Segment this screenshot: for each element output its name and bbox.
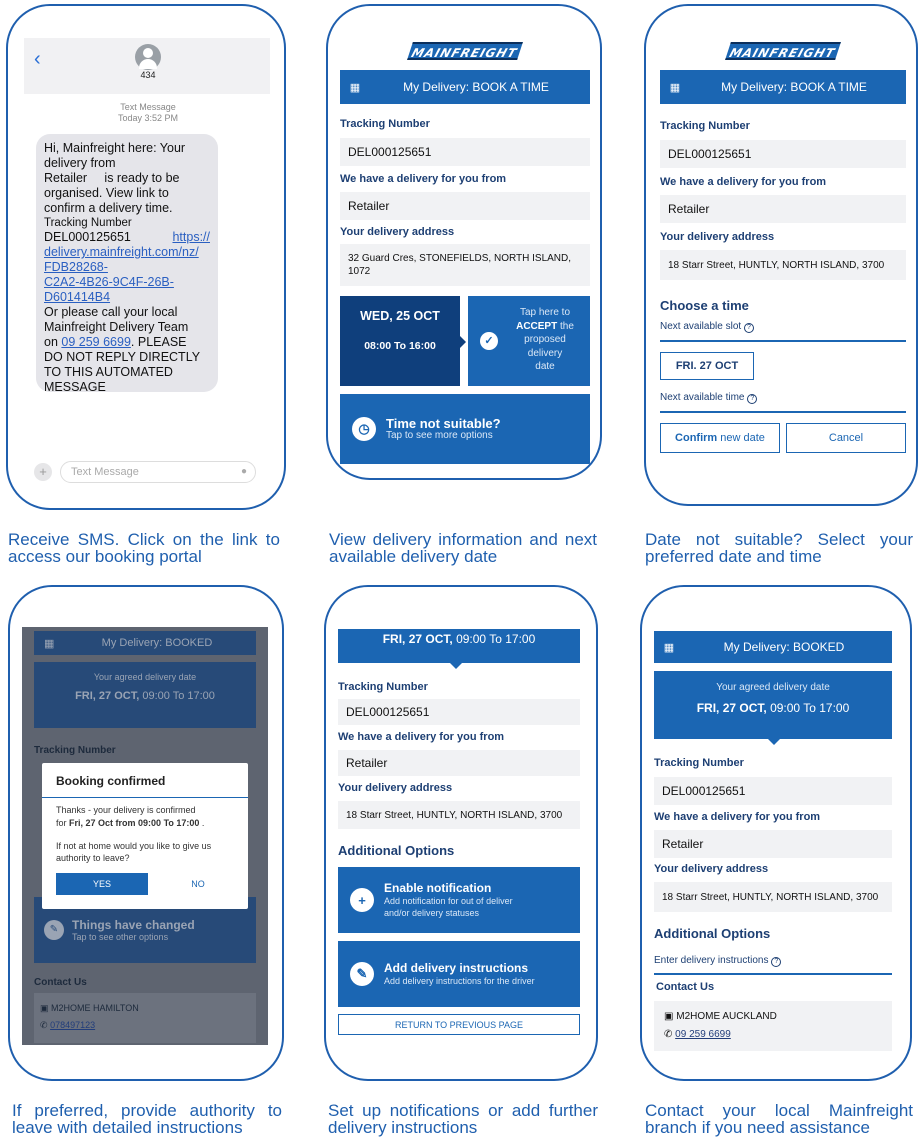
page-header-bar: ▦ My Delivery: BOOKED (34, 631, 256, 655)
additional-options-heading: Additional Options (338, 843, 455, 858)
yes-button[interactable]: YES (56, 873, 148, 895)
instructions-link[interactable]: Enter delivery instructions ? (654, 955, 781, 967)
no-button[interactable]: NO (191, 879, 205, 889)
confirm-button[interactable]: Confirm new date (660, 423, 780, 453)
retailer-field: Retailer (338, 750, 580, 776)
from-label: We have a delivery for you from (338, 731, 505, 743)
address-label: Your delivery address (340, 226, 455, 238)
person-edit-icon: ✎ (350, 962, 374, 986)
branch-card: ▣ M2HOME HAMILTON ✆ 078497123 (34, 993, 256, 1043)
sms-sender: 434 (140, 70, 156, 80)
modal-title: Booking confirmed (56, 774, 166, 788)
branch-phone-link[interactable]: 078497123 (50, 1020, 96, 1030)
from-label: We have a delivery for you from (654, 811, 821, 823)
booked-banner: FRI, 27 OCT, 09:00 To 17:00 (338, 629, 580, 663)
mainfreight-logo: MAINFREIGHT (407, 42, 523, 60)
next-slot-label: Next available slot ? (660, 321, 754, 333)
retailer-field: Retailer (660, 195, 906, 223)
from-label: We have a delivery for you from (660, 176, 827, 188)
grid-icon: ▦ (663, 641, 675, 654)
check-icon: ✓ (480, 332, 498, 350)
things-changed-button[interactable]: ✎ Things have changed Tap to see other options (34, 897, 256, 963)
agreed-date-card: Your agreed delivery date FRI, 27 OCT, 09:00 To 17:00 (654, 671, 892, 739)
sms-link[interactable]: C2A2-4B26-9C4F-26B- (44, 275, 174, 290)
avatar[interactable] (135, 44, 161, 70)
choose-time-heading: Choose a time (660, 298, 749, 313)
sms-meta: Text Message (120, 102, 176, 112)
booking-confirmed-modal: Booking confirmed Thanks - your delivery is confirmed for Fri, 27 Oct from 09:00 To 17:00 . If not at home would you like to give us authority to leave? YES NO (42, 763, 248, 909)
page-header-bar: ▦ My Delivery: BOOKED (654, 631, 892, 663)
tracking-label: Tracking Number (338, 681, 428, 693)
clock-icon: ◷ (352, 417, 376, 441)
phone-contact (640, 585, 912, 1081)
tracking-label: Tracking Number (654, 757, 744, 769)
address-field: 18 Starr Street, HUNTLY, NORTH ISLAND, 3700 (338, 801, 580, 829)
sms-link[interactable]: https:// (172, 230, 210, 245)
mainfreight-logo: MAINFREIGHT (725, 42, 841, 60)
tracking-label: Tracking Number (34, 745, 116, 756)
sms-link[interactable]: FDB28268- (44, 260, 108, 275)
address-field: 18 Starr Street, HUNTLY, NORTH ISLAND, 3700 (654, 882, 892, 912)
phone-book (326, 4, 602, 480)
help-icon[interactable]: ? (747, 394, 757, 404)
caption-5: Set up notifications or add further delivery instructions (328, 1101, 598, 1137)
phone-sms (6, 4, 286, 510)
tracking-field: DEL000125651 (660, 140, 906, 168)
chat-plus-icon: + (350, 888, 374, 912)
tracking-field: DEL000125651 (654, 777, 892, 805)
retailer-field: Retailer (654, 830, 892, 858)
address-field: 18 Starr Street, HUNTLY, NORTH ISLAND, 3700 (660, 250, 906, 280)
address-label: Your delivery address (654, 863, 769, 875)
enable-notification-button[interactable]: + Enable notification Add notification for out of deliver and/or delivery statuses (338, 867, 580, 933)
back-icon[interactable]: ‹ (34, 48, 41, 70)
page-header-bar: ▦ My Delivery: BOOK A TIME (660, 70, 906, 104)
contact-label: Contact Us (656, 981, 715, 993)
slot-underline (660, 340, 906, 342)
caption-6: Contact your local Mainfreight branch if you need assistance (645, 1101, 913, 1137)
building-icon: ▣ (664, 1011, 674, 1022)
cancel-button[interactable]: Cancel (786, 423, 906, 453)
sms-phone-link[interactable]: 09 259 6699 (61, 334, 131, 349)
additional-options-heading: Additional Options (654, 926, 771, 941)
grid-icon: ▦ (349, 81, 361, 94)
phone-choose (644, 4, 918, 506)
branch-phone-link[interactable]: 09 259 6699 (675, 1029, 731, 1040)
from-label: We have a delivery for you from (340, 173, 507, 185)
phone-icon: ✆ (40, 1020, 48, 1030)
time-not-suitable-button[interactable]: ◷ Time not suitable? Tap to see more options (340, 394, 590, 464)
time-underline (660, 411, 906, 413)
mic-icon[interactable]: ● (240, 466, 247, 477)
tracking-label: Tracking Number (660, 120, 750, 132)
proposed-date-card: WED, 25 OCT 08:00 To 16:00 (340, 296, 460, 386)
agreed-date-card: Your agreed delivery date FRI, 27 OCT, 09:00 To 17:00 (34, 662, 256, 728)
phone-options (324, 585, 598, 1081)
caption-3: Date not suitable? Select your preferred date and time (645, 530, 913, 566)
caption-1: Receive SMS. Click on the link to access our booking portal (8, 530, 280, 566)
sms-link[interactable]: D601414B4 (44, 290, 111, 305)
tracking-field: DEL000125651 (340, 138, 590, 166)
arrow-icon (460, 336, 466, 348)
grid-icon: ▦ (44, 637, 55, 650)
tracking-field: DEL000125651 (338, 699, 580, 725)
address-label: Your delivery address (338, 782, 453, 794)
sms-time: Today 3:52 PM (117, 113, 179, 123)
help-icon[interactable]: ? (744, 323, 754, 333)
next-time-label: Next available time ? (660, 392, 757, 404)
sms-bubble: Hi, Mainfreight here: Your delivery from Retailer is ready to be organised. View link to confirm a delivery time. Tracking Number DEL000125651 https:// delivery.mainfreight.com/nz/ FDB28268- C2A2-4B26-9C4F-26B- D601414B4 Or please call your local Mainfreight Delivery Team on 09 259 6699. PLEASE DO NOT REPLY DIRECTLY TO THIS AUTOMATED MESSAGE (36, 134, 218, 392)
tracking-label: Tracking Number (340, 118, 430, 130)
phone-icon: ✆ (664, 1029, 673, 1040)
return-button[interactable]: RETURN TO PREVIOUS PAGE (338, 1014, 580, 1035)
sms-link[interactable]: delivery.mainfreight.com/nz/ (44, 245, 199, 260)
add-icon[interactable]: + (34, 463, 52, 481)
retailer-field: Retailer (340, 192, 590, 220)
address-field: 32 Guard Cres, STONEFIELDS, NORTH ISLAND, 1072 (340, 244, 590, 286)
accept-button[interactable]: ✓ Tap here to ACCEPT the proposed delivery date (468, 296, 590, 386)
branch-card: ▣ M2HOME AUCKLAND ✆ 09 259 6699 (654, 1001, 892, 1051)
contact-label: Contact Us (34, 977, 87, 988)
edit-icon: ✎ (44, 920, 64, 940)
date-slot-button[interactable]: FRI. 27 OCT (660, 352, 754, 380)
add-instructions-button[interactable]: ✎ Add delivery instructions Add delivery instructions for the driver (338, 941, 580, 1007)
caption-2: View delivery information and next available delivery date (329, 530, 597, 566)
phone-confirmed (8, 585, 284, 1081)
building-icon: ▣ (40, 1003, 49, 1013)
grid-icon: ▦ (669, 81, 681, 94)
address-label: Your delivery address (660, 231, 775, 243)
help-icon[interactable]: ? (771, 957, 781, 967)
page-header-bar: ▦ My Delivery: BOOK A TIME (340, 70, 590, 104)
caption-4: If preferred, provide authority to leave with detailed instructions (12, 1101, 282, 1137)
message-input[interactable]: Text Message ● (60, 461, 256, 483)
